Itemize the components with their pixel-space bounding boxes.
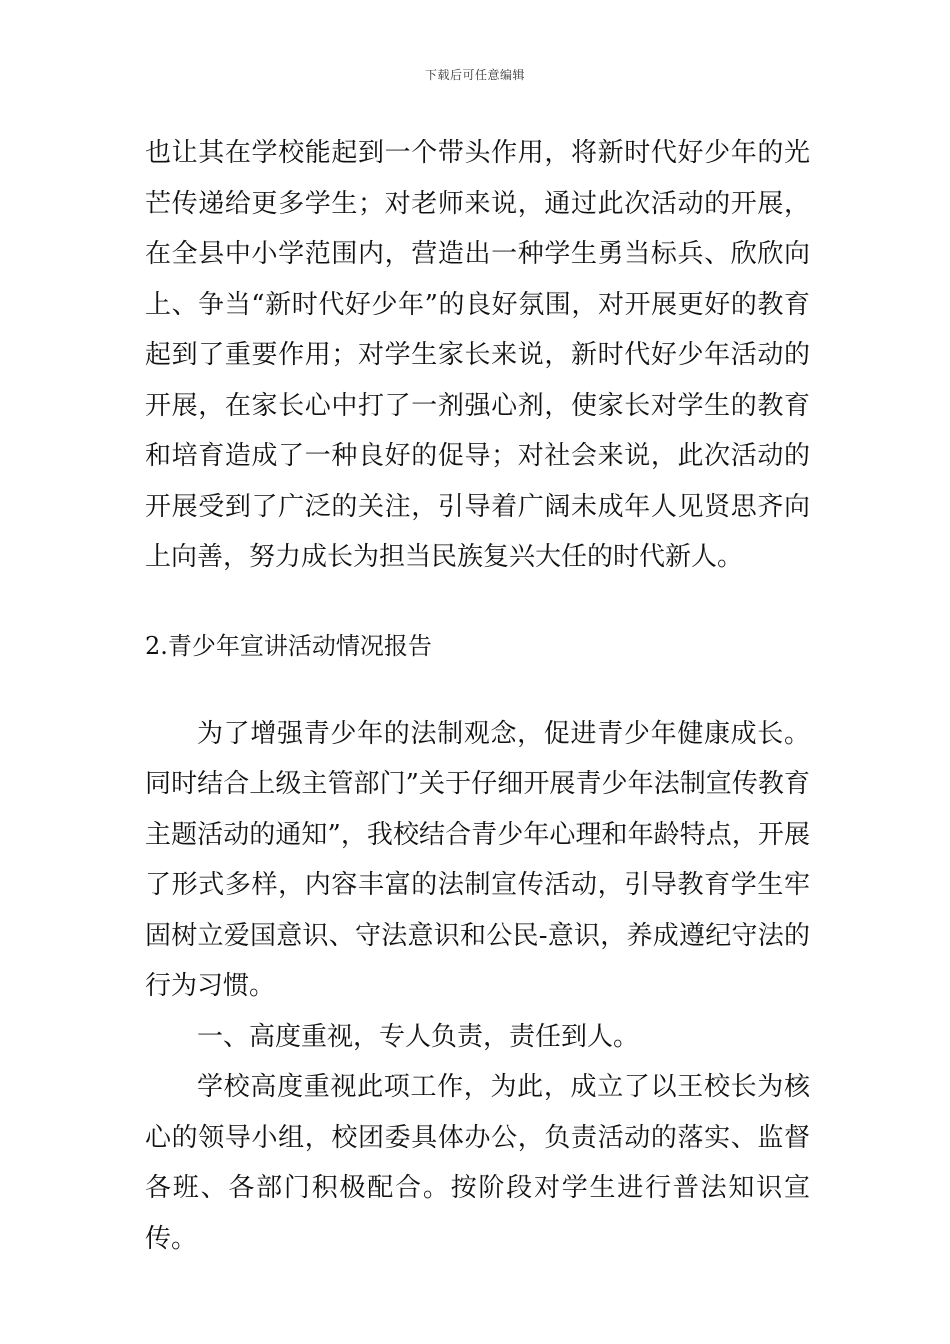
section-heading: 2.青少年宣讲活动情况报告 <box>145 631 432 660</box>
paragraph-point-one: 学校高度重视此项工作，为此，成立了以王校长为核心的领导小组，校团委具体办公，负责活动的落实、监督各班、各部门积极配合。按阶段对学生进行普法知识宣传。 <box>145 1072 810 1254</box>
paragraph-continued: 也让其在学校能起到一个带头作用，将新时代好少年的光芒传递给更多学生；对老师来说，通过此次活动的开展，在全县中小学范围内，营造出一种学生勇当标兵、欣欣向上、争当“新时代好少年”的良好氛围，对开展更好的教育起到了重要作用；对学生家长来说，新时代好少年活动的开展，在家长心中打了一剂强心剂，使家长对学生的教育和培育造成了一种良好的促导；对社会来说，此次活动的开展受到了广泛的关注，引导着广阔未成年人见贤思齐向上向善，努力成长为担当民族复兴大任的时代新人。 <box>145 138 810 572</box>
page-header: 下载后可任意编辑 <box>424 68 525 82</box>
point-one-heading: 一、高度重视，专人负责，责任到人。 <box>197 1021 640 1052</box>
document-body <box>145 128 810 1264</box>
paragraph-intro: 为了增强青少年的法制观念，促进青少年健康成长。同时结合上级主管部门”关于仔细开展青少年法制宣传教育主题活动的通知”，我校结合青少年心理和年龄特点，开展了形式多样，内容丰富的法制宣传活动，引导教育学生牢固树立爱国意识、守法意识和公民-意识，养成遵纪守法的行为习惯。 <box>145 718 810 1001</box>
